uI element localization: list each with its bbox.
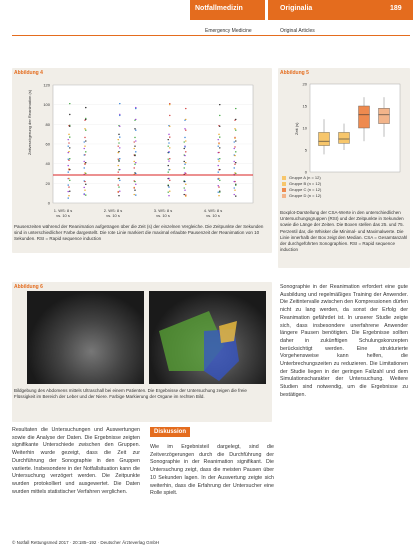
figure-1-point <box>118 169 119 170</box>
figure-1-point <box>219 147 220 148</box>
figure-1-point <box>68 165 69 166</box>
figure-1-point <box>235 140 236 141</box>
figure-1-point <box>134 164 135 165</box>
figure-1-point <box>218 158 219 159</box>
organ-overlay <box>149 291 266 384</box>
figure-1-point <box>168 169 169 170</box>
figure-1-point <box>85 140 86 141</box>
figure-1-point <box>234 181 235 182</box>
figure-1-point <box>68 160 69 161</box>
figure-1-point <box>134 187 135 188</box>
figure-1-point <box>118 191 119 192</box>
figure-1-point <box>185 130 186 131</box>
figure-1-point <box>218 139 219 140</box>
figure-1-point <box>235 162 236 163</box>
figure-1-point <box>85 184 86 185</box>
figure-1-point <box>168 158 169 159</box>
figure-1-point <box>118 178 119 179</box>
figure-1-point <box>169 115 170 116</box>
figure-1-point <box>69 147 70 148</box>
figure-1-point <box>169 147 170 148</box>
figure-1-point <box>219 104 220 105</box>
figure-1-point <box>234 128 235 129</box>
figure-1-point <box>134 161 135 162</box>
figure-1-point <box>169 126 170 127</box>
legend-swatch <box>282 194 286 198</box>
figure-1-point <box>219 115 220 116</box>
figure-1-point <box>235 108 236 109</box>
figure-1-point <box>118 134 119 135</box>
figure-1-ytick: 120 <box>43 82 50 88</box>
header-right-sub: Original Articles <box>280 28 315 34</box>
footer: © Notfall Rettungsmed 2017 · 20:185–192 · Deutscher Ärzteverlag GmbH <box>12 540 160 545</box>
figure-1-point <box>118 184 119 185</box>
figure-1-point <box>68 142 69 143</box>
figure-1-point <box>218 165 219 166</box>
figure-1-point <box>134 137 135 138</box>
legend-swatch <box>282 188 286 192</box>
figure-1-point <box>168 195 169 196</box>
figure-1-point <box>218 160 219 161</box>
figure-1-point <box>118 195 119 196</box>
figure-1-point <box>135 130 136 131</box>
figure-1-point <box>134 155 135 156</box>
figure-1-point <box>135 162 136 163</box>
figure-1-point <box>168 139 169 140</box>
figure-1-ytick: 60 <box>45 141 50 147</box>
figure-1-xtick: 1. WS: 8 s vs. 10 s <box>53 208 73 218</box>
box-body <box>339 132 350 143</box>
box-body <box>359 106 370 128</box>
figure-1-point <box>68 197 69 198</box>
figure-2-ytick: 15 <box>302 103 307 109</box>
figure-1-point <box>85 107 86 108</box>
figure-1-point <box>134 145 135 146</box>
figure-1-point <box>184 187 185 188</box>
figure-1-point <box>84 187 85 188</box>
figure-1-point <box>168 185 169 186</box>
figure-1-point <box>118 152 119 153</box>
figure-1-ytick: 0 <box>47 200 50 206</box>
figure-1-point <box>184 137 185 138</box>
figure-1-point <box>235 195 236 196</box>
figure-1-point <box>234 167 235 168</box>
figure-1-point <box>235 151 236 152</box>
figure-1-point <box>119 147 120 148</box>
figure-1-point <box>84 137 85 138</box>
header-left-sub: Emergency Medicine <box>205 28 252 34</box>
figure-1-point <box>84 181 85 182</box>
figure-1-point <box>219 158 220 159</box>
figure-1-point <box>119 191 120 192</box>
figure-1-point <box>118 160 119 161</box>
figure-1-point <box>169 180 170 181</box>
figure-1-point <box>84 141 85 142</box>
figure-1-point <box>219 180 220 181</box>
figure-1-point <box>185 108 186 109</box>
figure-1-point <box>84 190 85 191</box>
figure-1-point <box>118 139 119 140</box>
figure-2-legend-item <box>282 193 407 199</box>
figure-1-point <box>184 141 185 142</box>
figure-1-point <box>68 171 69 172</box>
figure-1-point <box>85 194 86 195</box>
figure-1-point <box>68 134 69 135</box>
figure-2-ytick: 5 <box>304 147 307 153</box>
figure-1-point <box>118 186 119 187</box>
figure-1-tag: Abbildung 4 <box>14 70 43 76</box>
figure-1-point <box>185 140 186 141</box>
figure-1-point <box>84 128 85 129</box>
figure-1-point <box>118 158 119 159</box>
figure-1-point <box>184 155 185 156</box>
figure-1-point <box>234 141 235 142</box>
figure-3-caption: Bildgebung des Abdomens mittels Ultraschall bei einem Patienten. Die Ergebnisse der Untersuchung zeigen die freie Flüssigkeit im Bereich der Leber und der Niere. Farbige Markierung der Organe im rechten Bild. <box>14 388 247 400</box>
figure-1-point <box>218 185 219 186</box>
figure-1-chart <box>25 75 255 215</box>
figure-1-point <box>234 161 235 162</box>
figure-1-point <box>234 146 235 147</box>
header-right-title: Originalia <box>280 5 313 12</box>
figure-1-point <box>118 145 119 146</box>
figure-1-point <box>84 145 85 146</box>
figure-1-point <box>185 195 186 196</box>
figure-1-point <box>134 194 135 195</box>
middle-body-text: Wie im Ergebnisteil dargelegt, sind die Zeitverzögerungen durch die Durchführung der Sonographie in der Reanimation signifikant. Die Untersuchung zeigt, dass die meisten Pausen über 10 Sekunden lagen. In der Auswertung zeigte sich weiterhin, dass die Erfahrung der Untersucher eine Rolle spielt. <box>150 444 274 497</box>
figure-1-point <box>119 158 120 159</box>
figure-1-point <box>134 128 135 129</box>
figure-1-point <box>235 130 236 131</box>
figure-1-point <box>184 172 185 173</box>
figure-1-point <box>234 138 235 139</box>
figure-1-point <box>84 164 85 165</box>
figure-1-point <box>234 155 235 156</box>
figure-1-point <box>234 172 235 173</box>
figure-2-ytick: 20 <box>302 81 307 87</box>
figure-1-point <box>69 158 70 159</box>
figure-1-point <box>185 119 186 120</box>
figure-1-ytick: 20 <box>45 180 50 186</box>
figure-1-point <box>168 165 169 166</box>
figure-1-point <box>218 195 219 196</box>
figure-1-point <box>218 145 219 146</box>
figure-1-point <box>185 151 186 152</box>
figure-1-point <box>118 171 119 172</box>
figure-1-point <box>234 187 235 188</box>
figure-1-point <box>85 151 86 152</box>
legend-label: Gruppe A (n = 12) <box>289 175 321 180</box>
page-number: 189 <box>390 5 402 12</box>
figure-1-point <box>169 104 170 105</box>
figure-1-point <box>134 167 135 168</box>
figure-1-point <box>119 136 120 137</box>
figure-1-point <box>84 167 85 168</box>
figure-1-point <box>119 180 120 181</box>
figure-1-point <box>184 148 185 149</box>
figure-2-caption: Boxplot-Darstellung der CSA-Werte in den unterschiedlichen Untersuchungsgruppen (RSI) und der Zeitpunkte in Sekunden sowie die Länge der Zeiten. Die Boxen stellen das 25. und 75. Perzentil dar, die Whisker die Minimal- und Maximalwerte. Die Linie innerhalb der Box zeigt den Median. CSA = Gesamtanzahl der durchgeführten Sonographien. RSI = Rapid sequence induction <box>280 210 408 253</box>
figure-1-point <box>218 143 219 144</box>
figure-1-point <box>169 158 170 159</box>
figure-1-point <box>69 191 70 192</box>
figure-3-tag: Abbildung 6 <box>14 284 43 290</box>
figure-1-point <box>184 161 185 162</box>
figure-1-point <box>218 186 219 187</box>
figure-1-point <box>69 103 70 104</box>
figure-1-point <box>134 172 135 173</box>
figure-1-point <box>234 190 235 191</box>
figure-2-plot-area <box>310 84 400 172</box>
figure-1-point <box>135 119 136 120</box>
figure-1-point <box>219 126 220 127</box>
figure-1-point <box>218 134 219 135</box>
header-rule <box>12 35 410 36</box>
figure-1-point <box>168 178 169 179</box>
figure-1-point <box>118 165 119 166</box>
figure-1-point <box>85 162 86 163</box>
legend-label: Gruppe D (n = 12) <box>289 193 322 198</box>
figure-1-point <box>134 181 135 182</box>
figure-1-point <box>69 180 70 181</box>
figure-1-point <box>218 179 219 180</box>
figure-1-point <box>84 161 85 162</box>
legend-label: Gruppe B (n = 12) <box>289 181 322 186</box>
legend-swatch <box>282 176 286 180</box>
figure-1-ytick: 40 <box>45 161 50 167</box>
figure-2-chart <box>292 80 402 180</box>
figure-1-point <box>234 148 235 149</box>
figure-1-point <box>234 194 235 195</box>
figure-1-point <box>168 160 169 161</box>
figure-1-point <box>84 172 85 173</box>
figure-1-point <box>84 194 85 195</box>
figure-1-point <box>168 145 169 146</box>
figure-1-point <box>135 184 136 185</box>
figure-2-ytick: 10 <box>302 125 307 131</box>
left-body-text: Resultaten die Untersuchungen und Auswertungen sowie die Analyse der Daten. Die Ergebnisse zeigten signifikante Unterschiede zwischen den Gruppen. Weiterhin wurde gezeigt, dass die Zeit zur Durchführung der Sonographie in den Gruppen variierte. Insbesondere in der Notfallsituation kann die Untersuchung verzögert werden. Die Zeitpunkte wurden protokolliert und ausgewertet. Die Daten wurden mittels statistischer Verfahren verglichen. <box>12 427 140 495</box>
figure-1-point <box>168 152 169 153</box>
figure-1-point <box>68 158 69 159</box>
figure-1-caption: Pausenzeiten während der Reanimation aufgetragen über die Zeit (s) der einzelnen Vergleiche. Die Zeitpunkte der Sekunden sind in unterschiedlicher Farbe dargestellt. Die rote Linie markiert die maximal erlaubte Pausenzeit der Reanimation von 10 Sekunden. RSI = Rapid sequence induction <box>14 224 264 242</box>
figure-1-xtick: 3. WS: 8 s vs. 10 s <box>153 208 173 218</box>
figure-1-point <box>168 186 169 187</box>
figure-1-point <box>69 126 70 127</box>
figure-1-point <box>169 191 170 192</box>
figure-1-point <box>135 151 136 152</box>
figure-1-point <box>69 114 70 115</box>
right-body-text: Sonographie in der Reanimation erfordert eine gute Ausbildung und regelmäßiges Training der Anwender. Die Zeitintervalle zwischen den Kompressionen dürfen nicht zu lang werden, da sonst der Erfolg der Reanimation gefährdet ist. In unserer Studie zeigte sich, dass insbesondere unerfahrene Anwender längere Pausen benötigten. Die Ergebnisse sollten daher in zukünftigen Schulungskonzepten berücksichtigt werden. Eine strukturierte Vorgehensweise kann helfen, die Unterbrechungszeiten zu reduzieren. Die Limitationen der Studie liegen in der geringen Fallzahl und dem Simulationscharakter der Untersuchung. Weitere Studien sind notwendig, um die Ergebnisse zu bestätigen. <box>280 284 408 398</box>
figure-1-point <box>119 115 120 116</box>
figure-1-point <box>68 184 69 185</box>
figure-1-point <box>135 108 136 109</box>
figure-1-point <box>219 136 220 137</box>
figure-1-point <box>218 152 219 153</box>
figure-1-point <box>184 164 185 165</box>
figure-1-point <box>168 191 169 192</box>
figure-1-point <box>234 164 235 165</box>
figure-1-point <box>68 145 69 146</box>
figure-1-point <box>134 148 135 149</box>
figure-1-xtick: 4. WS: 8 s vs. 10 s <box>203 208 223 218</box>
figure-1-ytick: 80 <box>45 121 50 127</box>
legend-label: Gruppe C (n = 12) <box>289 187 322 192</box>
figure-1-point <box>184 190 185 191</box>
header-left-title: Notfallmedizin <box>195 5 243 12</box>
figure-1-point <box>119 103 120 104</box>
figure-2-ylabel: Zeit (s) <box>294 122 299 135</box>
figure-1-point <box>134 190 135 191</box>
figure-1-point <box>119 126 120 127</box>
figure-1-point <box>184 181 185 182</box>
figure-1-point <box>168 142 169 143</box>
figure-1-point <box>218 169 219 170</box>
figure-1-point <box>235 185 236 186</box>
figure-1-point <box>85 130 86 131</box>
figure-1-point <box>184 146 185 147</box>
figure-1-point <box>68 152 69 153</box>
figure-1-point <box>168 171 169 172</box>
box-body <box>319 132 330 145</box>
figure-1-point <box>235 119 236 120</box>
figure-1-point <box>134 141 135 142</box>
box-body <box>379 108 390 123</box>
figure-1-point <box>68 139 69 140</box>
figure-2-tag: Abbildung 5 <box>280 70 309 76</box>
figure-1-point <box>219 191 220 192</box>
figure-2-ytick: 0 <box>304 169 307 175</box>
figure-1-point <box>68 186 69 187</box>
figure-1-point <box>69 136 70 137</box>
figure-1-point <box>85 119 86 120</box>
section-heading-discussion: Diskussion <box>150 427 190 437</box>
figure-1-point <box>218 191 219 192</box>
figure-1-point <box>185 184 186 185</box>
ultrasound-image-left <box>27 291 144 384</box>
figure-1-ytick: 100 <box>43 102 50 108</box>
figure-1-point <box>118 142 119 143</box>
figure-1-point <box>68 195 69 196</box>
figure-1-point <box>68 178 69 179</box>
figure-1-point <box>184 128 185 129</box>
figure-1-point <box>169 136 170 137</box>
legend-swatch <box>282 182 286 186</box>
figure-1-xtick: 2. WS: 8 s vs. 10 s <box>103 208 123 218</box>
figure-1-point <box>84 154 85 155</box>
figure-1-point <box>184 167 185 168</box>
figure-1-point <box>68 169 69 170</box>
figure-1-point <box>185 162 186 163</box>
figure-1-point <box>135 194 136 195</box>
figure-1-ylabel: Zeitverzögerung der Reanimation (s) <box>27 89 32 155</box>
figure-1-point <box>184 194 185 195</box>
figure-1-point <box>168 134 169 135</box>
figure-1-point <box>218 171 219 172</box>
figure-1-point <box>135 140 136 141</box>
figure-1-point <box>68 191 69 192</box>
figure-1-point <box>84 148 85 149</box>
